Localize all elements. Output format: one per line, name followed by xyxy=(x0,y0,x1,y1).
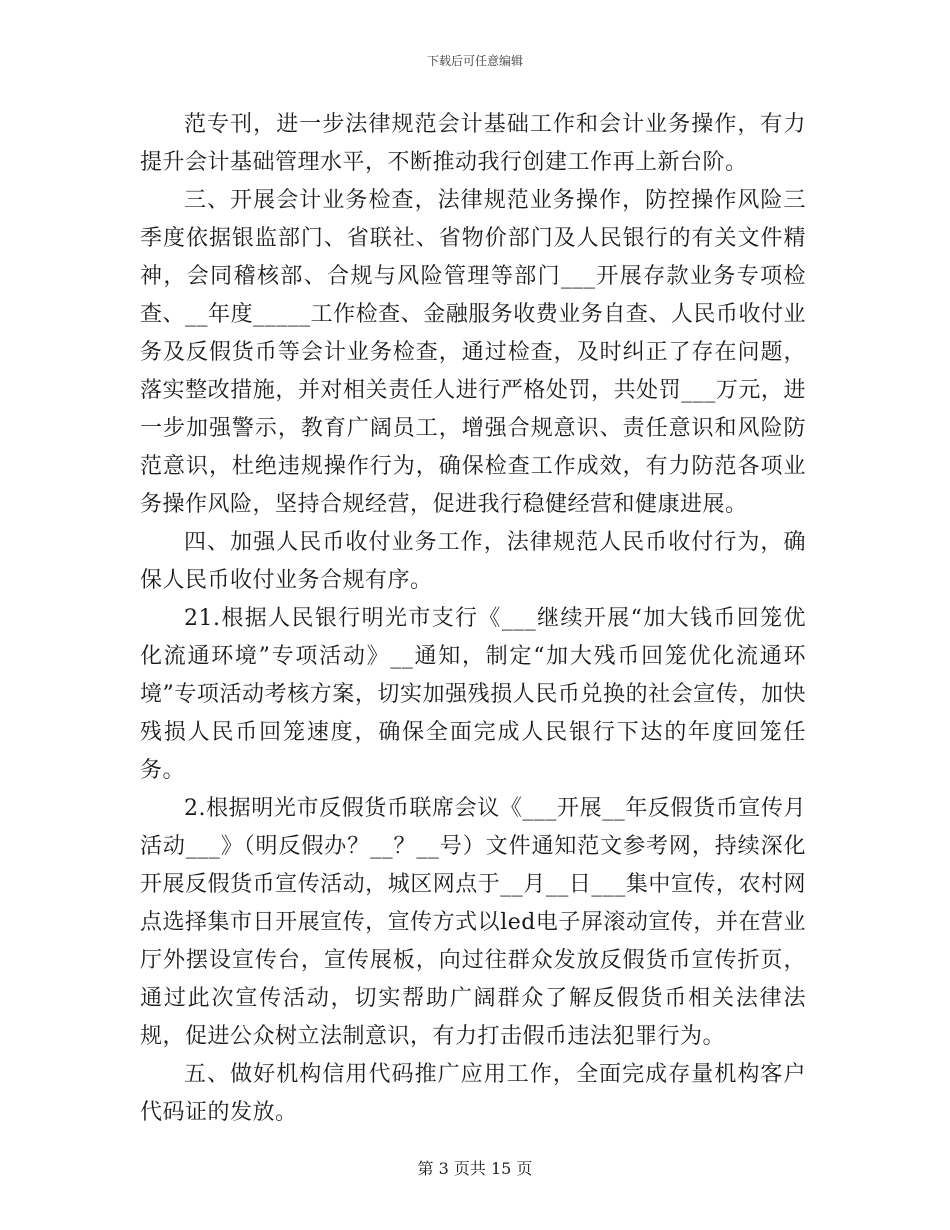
paragraph-2: 三、开展会计业务检查，法律规范业务操作，防控操作风险三季度依据银监部门、省联社、省物价部门及人民银行的有关文件精神，会同稽核部、合规与风险管理等部门___开展存款业务专项检查、__年度_____工作检查、金融服务收费业务自查、人民币收付业务及反假货币等会计业务检查，通过检查，及时纠正了存在问题，落实整改措施，并对相关责任人进行严格处罚，共处罚___万元，进一步加强警示，教育广阔员工，增强合规意识、责任意识和风险防范意识，杜绝违规操作行为，确保检查工作成效，有力防范各项业务操作风险，坚持合规经营，促进我行稳健经营和健康进展。 xyxy=(140,188,806,517)
document-body xyxy=(140,106,806,1132)
paragraph-6: 五、做好机构信用代码推广应用工作，全面完成存量机构客户代码证的发放。 xyxy=(140,1062,806,1125)
paragraph-4: 21.根据人民银行明光市支行《___继续开展“加大钱币回笼优化流通环境”专项活动》__通知，制定“加大残币回笼优化流通环境”专项活动考核方案，切实加强残损人民币兑换的社会宣传，加快残损人民币回笼速度，确保全面完成人民银行下达的年度回笼任务。 xyxy=(140,606,806,783)
paragraph-5: 2.根据明光市反假货币联席会议《___开展__年反假货币宣传月活动___》（明反假办？__？__号）文件通知范文参考网，持续深化开展反假货币宣传活动，城区网点于__月__日___集中宣传，农村网点选择集市日开展宣传，宣传方式以led电子屏滚动宣传，并在营业厅外摆设宣传台，宣传展板，向过往群众发放反假货币宣传折页，通过此次宣传活动，切实帮助广阔群众了解反假货币相关法律法规，促进公众树立法制意识，有力打击假币违法犯罪行为。 xyxy=(140,796,806,1049)
page-header: 下载后可任意编辑 xyxy=(426,54,523,68)
paragraph-3: 四、加强人民币收付业务工作，法律规范人民币收付行为，确保人民币收付业务合规有序。 xyxy=(140,530,806,593)
page-footer: 第 3 页共 15 页 xyxy=(417,1159,533,1178)
paragraph-1: 范专刊，进一步法律规范会计基础工作和会计业务操作，有力提升会计基础管理水平，不断推动我行创建工作再上新台阶。 xyxy=(140,112,806,175)
